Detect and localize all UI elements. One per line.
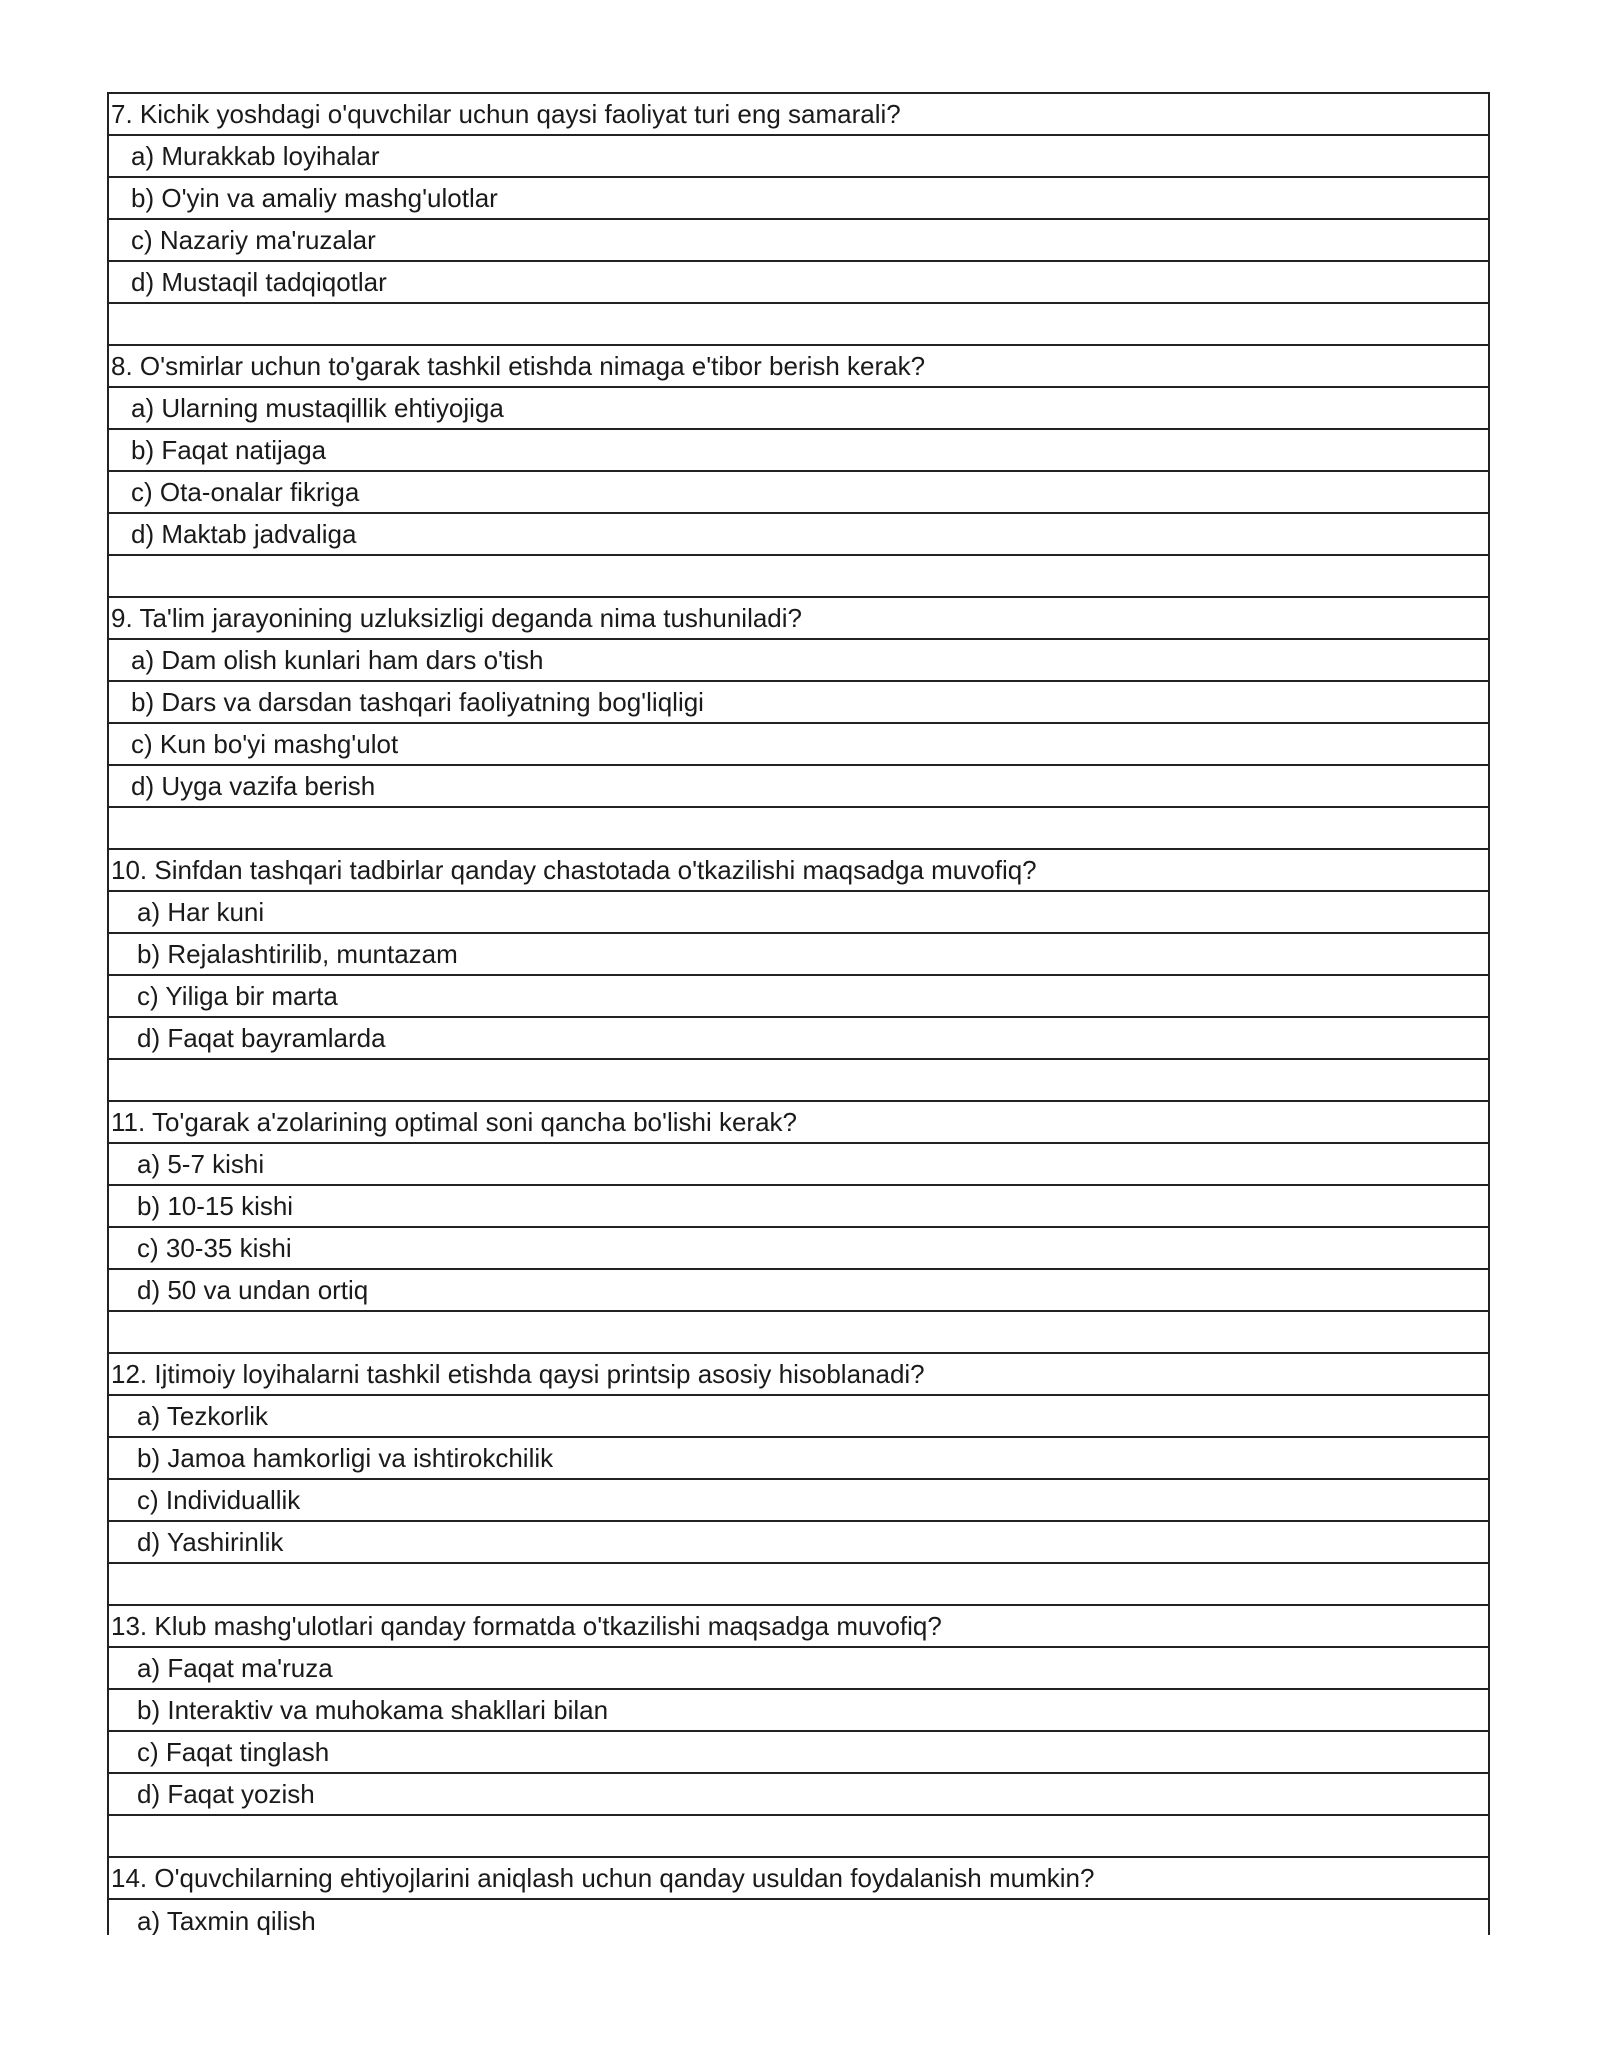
answer-option: a) 5-7 kishi — [109, 1144, 1488, 1186]
blank-row — [109, 1816, 1488, 1858]
question-row: 14. O'quvchilarning ehtiyojlarini aniqlash uchun qanday usuldan foydalanish mumkin? — [109, 1858, 1488, 1900]
answer-option: c) Individuallik — [109, 1480, 1488, 1522]
question-row: 12. Ijtimoiy loyihalarni tashkil etishda qaysi printsip asosiy hisoblanadi? — [109, 1354, 1488, 1396]
question-row: 10. Sinfdan tashqari tadbirlar qanday chastotada o'tkazilishi maqsadga muvofiq? — [109, 850, 1488, 892]
blank-row — [109, 1312, 1488, 1354]
answer-option: a) Murakkab loyihalar — [109, 136, 1488, 178]
answer-option: b) Dars va darsdan tashqari faoliyatning bog'liqligi — [109, 682, 1488, 724]
question-row: 7. Kichik yoshdagi o'quvchilar uchun qaysi faoliyat turi eng samarali? — [109, 94, 1488, 136]
answer-option: a) Ularning mustaqillik ehtiyojiga — [109, 388, 1488, 430]
answer-option: a) Dam olish kunlari ham dars o'tish — [109, 640, 1488, 682]
question-row: 13. Klub mashg'ulotlari qanday formatda o'tkazilishi maqsadga muvofiq? — [109, 1606, 1488, 1648]
blank-row — [109, 1060, 1488, 1102]
answer-option: a) Tezkorlik — [109, 1396, 1488, 1438]
question-row: 8. O'smirlar uchun to'garak tashkil etishda nimaga e'tibor berish kerak? — [109, 346, 1488, 388]
blank-row — [109, 556, 1488, 598]
answer-option: c) Nazariy ma'ruzalar — [109, 220, 1488, 262]
answer-option: c) Kun bo'yi mashg'ulot — [109, 724, 1488, 766]
answer-option: b) 10-15 kishi — [109, 1186, 1488, 1228]
answer-option: c) Yiliga bir marta — [109, 976, 1488, 1018]
answer-option: c) 30-35 kishi — [109, 1228, 1488, 1270]
answer-option: d) Yashirinlik — [109, 1522, 1488, 1564]
answer-option: c) Faqat tinglash — [109, 1732, 1488, 1774]
answer-option: d) Faqat bayramlarda — [109, 1018, 1488, 1060]
blank-row — [109, 808, 1488, 850]
answer-option: b) Jamoa hamkorligi va ishtirokchilik — [109, 1438, 1488, 1480]
answer-option: b) Rejalashtirilib, muntazam — [109, 934, 1488, 976]
answer-option: d) Faqat yozish — [109, 1774, 1488, 1816]
blank-row — [109, 1564, 1488, 1606]
answer-option: a) Taxmin qilish — [137, 1906, 316, 1935]
answer-option: d) Uyga vazifa berish — [109, 766, 1488, 808]
question-row: 11. To'garak a'zolarining optimal soni qancha bo'lishi kerak? — [109, 1102, 1488, 1144]
answer-option: d) Mustaqil tadqiqotlar — [109, 262, 1488, 304]
answer-option: b) Faqat natijaga — [109, 430, 1488, 472]
answer-option: d) 50 va undan ortiq — [109, 1270, 1488, 1312]
answer-option: a) Har kuni — [109, 892, 1488, 934]
blank-row — [109, 304, 1488, 346]
question-row: 9. Ta'lim jarayonining uzluksizligi deganda nima tushuniladi? — [109, 598, 1488, 640]
question-table — [107, 92, 1490, 1935]
answer-option: b) O'yin va amaliy mashg'ulotlar — [109, 178, 1488, 220]
answer-option: b) Interaktiv va muhokama shakllari bilan — [109, 1690, 1488, 1732]
answer-option: a) Faqat ma'ruza — [109, 1648, 1488, 1690]
answer-option: c) Ota-onalar fikriga — [109, 472, 1488, 514]
answer-option: d) Maktab jadvaliga — [109, 514, 1488, 556]
